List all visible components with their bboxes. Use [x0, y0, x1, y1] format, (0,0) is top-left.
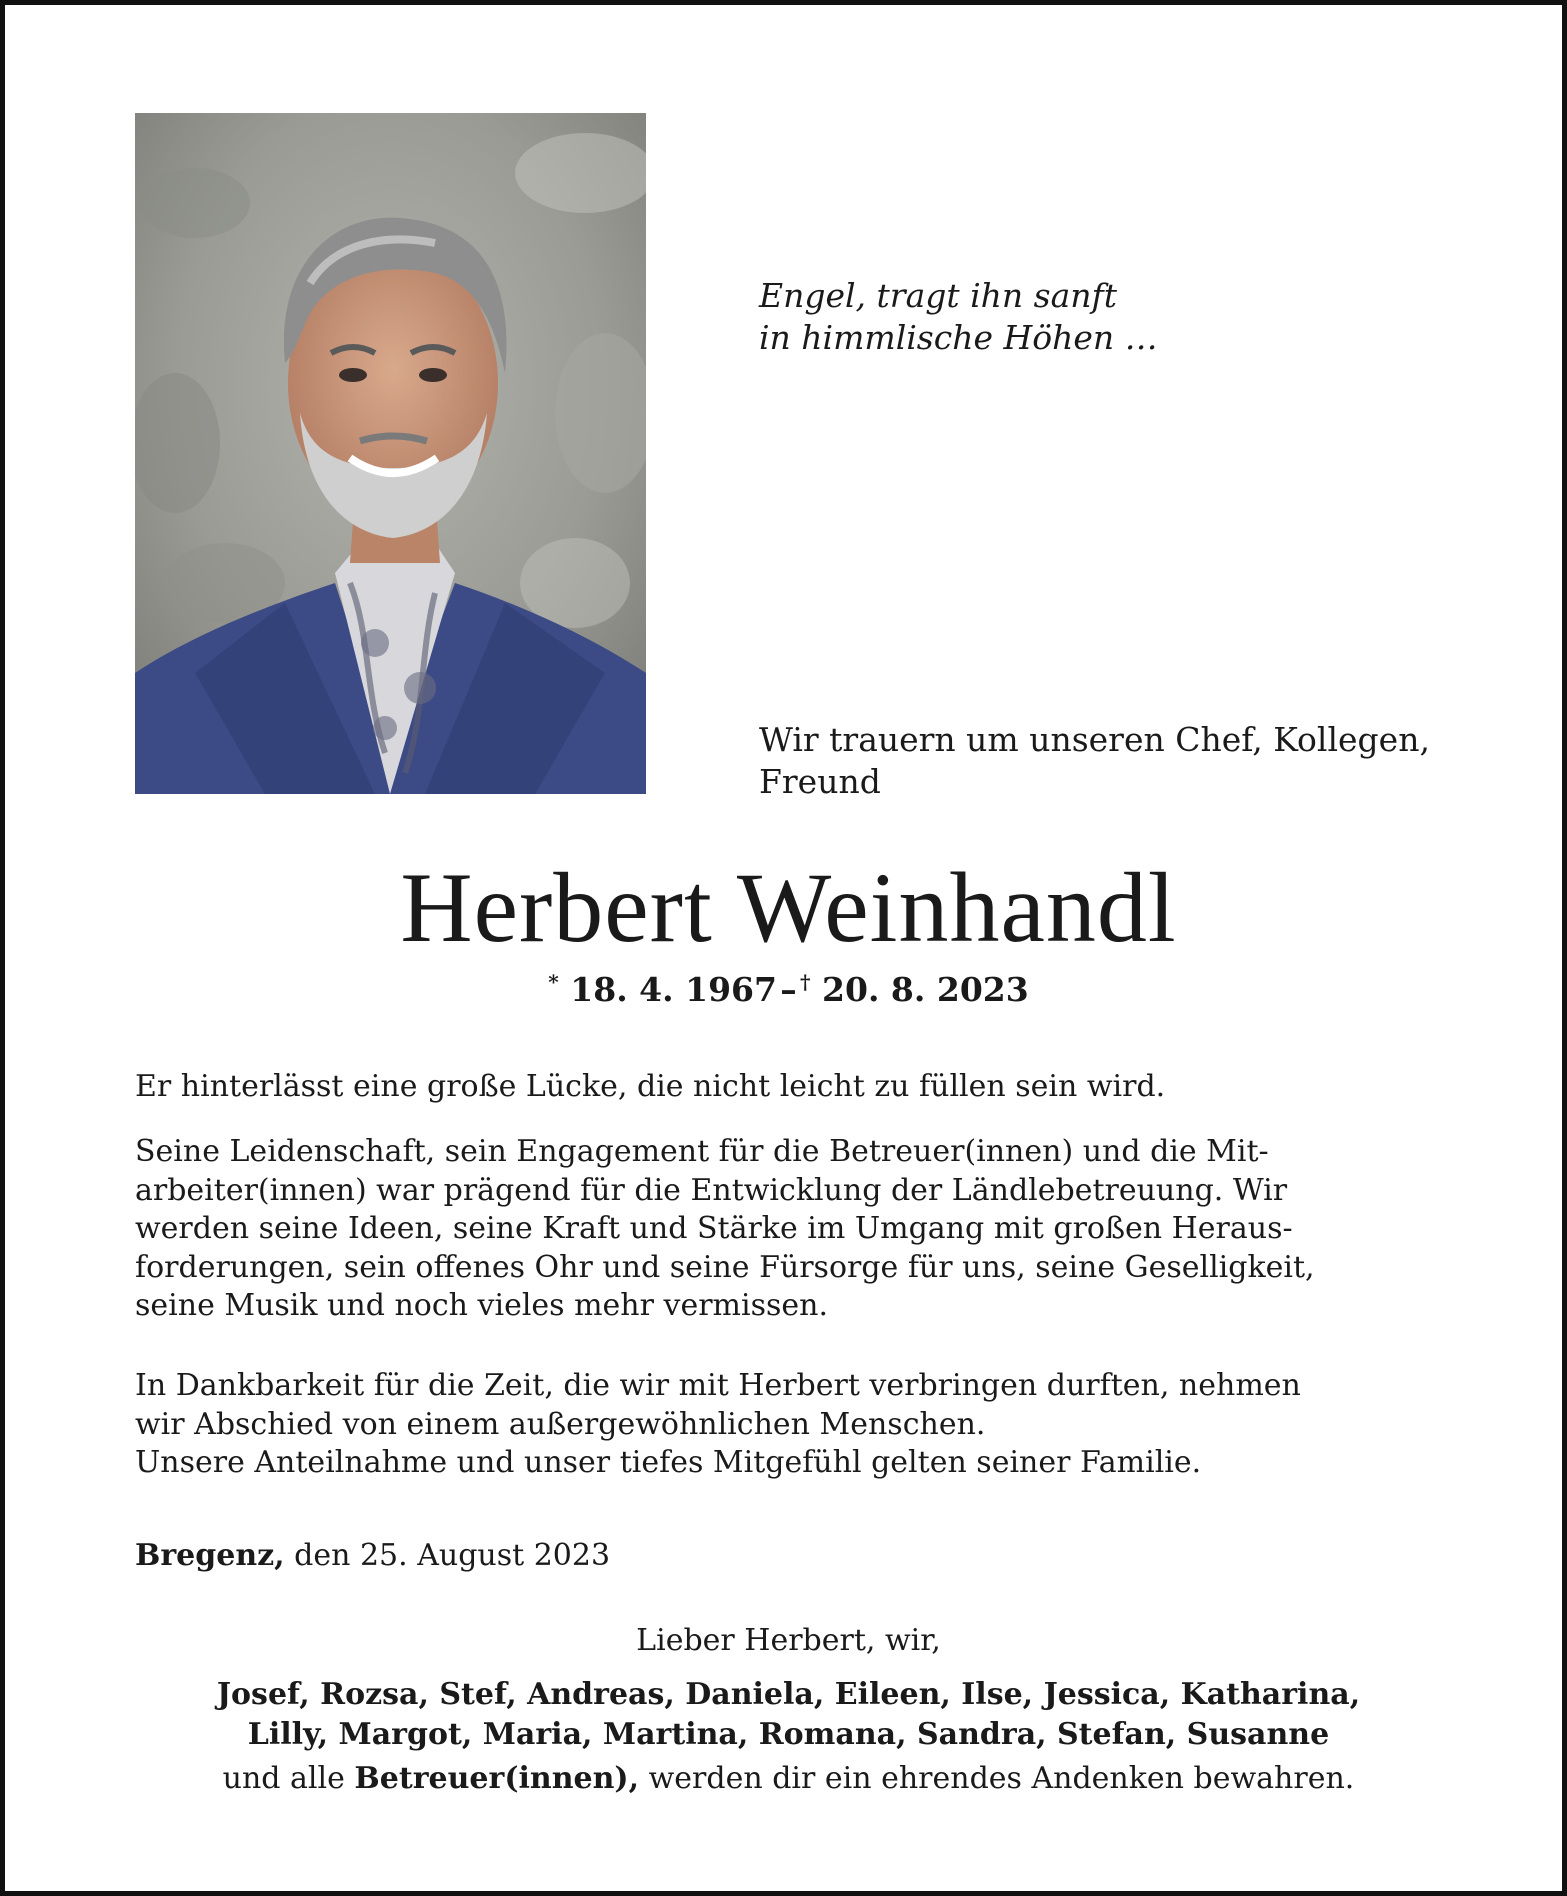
closing-group: Betreuer(innen),	[354, 1761, 640, 1796]
closing-suffix: werden dir ein ehrendes Andenken bewahren.	[648, 1761, 1355, 1796]
signatories-line-2: Lilly, Margot, Maria, Martina, Romana, Sandra, Stefan, Susanne	[247, 1717, 1330, 1752]
place-and-date	[135, 1536, 610, 1576]
memorial-quote	[759, 275, 1259, 359]
closing-line	[5, 1760, 1567, 1798]
paragraph-line: werden seine Ideen, seine Kraft und Stärke im Umgang mit großen Heraus-	[135, 1211, 1293, 1246]
life-dates	[5, 969, 1567, 1011]
mourning-line: Freund	[759, 762, 881, 801]
death-symbol: †	[800, 970, 811, 994]
paragraph-tribute	[135, 1133, 1445, 1326]
paragraph-line: wir Abschied von einem außergewöhnlichen Menschen.	[135, 1406, 986, 1442]
portrait-photo	[135, 113, 646, 794]
paragraph-line: Unsere Anteilnahme und unser tiefes Mitgefühl gelten seiner Familie.	[135, 1445, 1202, 1480]
date-text: den 25. August 2023	[294, 1538, 611, 1573]
birth-date: 18. 4. 1967	[570, 970, 777, 1009]
signatories-line-1: Josef, Rozsa, Stef, Andreas, Daniela, Eileen, Ilse, Jessica, Katharina,	[216, 1677, 1361, 1712]
paragraph-line: Er hinterlässt eine große Lücke, die nicht leicht zu füllen sein wird.	[135, 1069, 1166, 1104]
mourning-line: Wir trauern um unseren Chef, Kollegen,	[759, 720, 1430, 759]
birth-symbol: *	[548, 970, 559, 994]
quote-line: Engel, tragt ihn sanft	[759, 276, 1118, 315]
paragraph-line: Seine Leidenschaft, sein Engagement für die Betreuer(innen) und die Mit-	[135, 1134, 1269, 1169]
portrait-illustration	[135, 113, 646, 794]
place: Bregenz,	[135, 1538, 285, 1573]
death-date: 20. 8. 2023	[822, 970, 1029, 1009]
paragraph-line: seine Musik und noch vieles mehr vermissen.	[135, 1288, 828, 1323]
paragraph-farewell	[135, 1367, 1445, 1483]
paragraph-line: In Dankbarkeit für die Zeit, die wir mit Herbert verbringen durften, nehmen	[135, 1368, 1301, 1403]
quote-line: in himmlische Höhen …	[759, 318, 1158, 357]
paragraph-line: arbeiter(innen) war prägend für die Entwicklung der Ländlebetreuung. Wir	[135, 1172, 1288, 1208]
deceased-name: Herbert Weinhandl	[400, 852, 1177, 963]
date-separator: –	[780, 970, 797, 1009]
closing-prefix: und alle	[222, 1761, 345, 1796]
closing-intro: Lieber Herbert, wir,	[636, 1623, 941, 1658]
paragraph-line: forderungen, sein offenes Ohr und seine Fürsorge für uns, seine Geselligkeit,	[135, 1249, 1315, 1285]
mourning-statement	[759, 719, 1459, 803]
paragraph-loss	[135, 1068, 1445, 1107]
